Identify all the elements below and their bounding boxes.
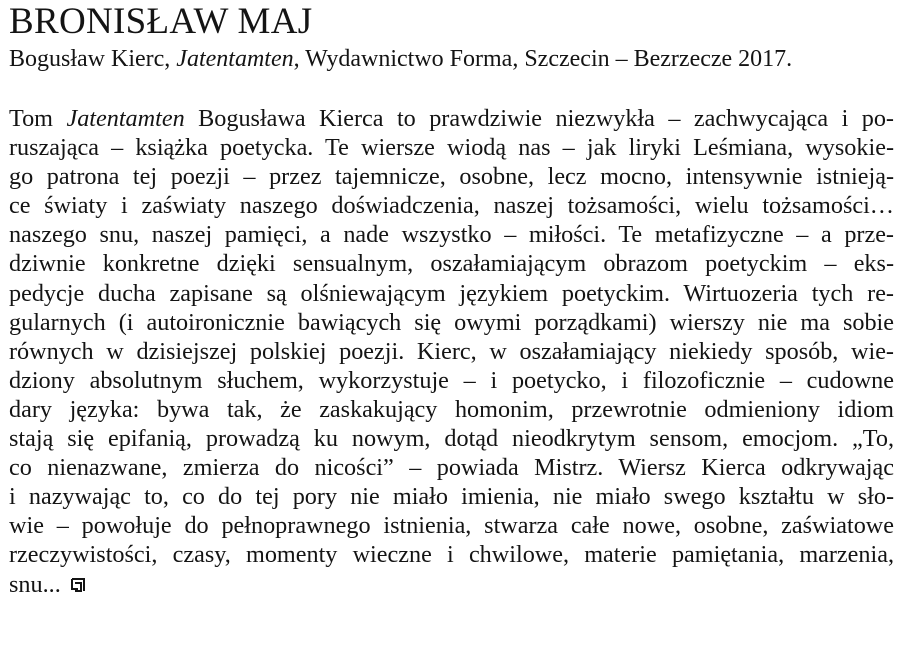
review-body: [9, 104, 894, 599]
body-line: [9, 191, 894, 220]
body-line: [9, 308, 894, 337]
body-line-text: ce światy i zaświaty naszego doświadczenia, naszej tożsamości, wielu tożsamości…: [9, 192, 894, 220]
citation-prefix: Bogusław Kierc,: [9, 46, 177, 72]
body-line: [9, 570, 894, 599]
end-of-article-logo-icon: [69, 576, 87, 594]
body-line-text: pedycje ducha zapisane są olśniewającym językiem poetyckim. Wirtuozeria tych re-: [9, 279, 894, 307]
body-line-italic: Jatentamten: [66, 105, 185, 132]
author-heading: BRONISŁAW MAJ: [9, 1, 313, 42]
body-line-text: stają się epifanią, prowadzą ku nowym, dotąd nieodkrytym sensom, emocjom. „To,: [9, 425, 894, 453]
body-line: [9, 162, 894, 191]
body-line-text: wie – powołuje do pełnoprawnego istnienia, stwarza całe nowe, osobne, zaświatowe: [9, 512, 894, 540]
body-line: [9, 395, 894, 424]
body-line: [9, 279, 894, 308]
body-line-text: dziwnie konkretne dzięki sensualnym, oszałamiającym obrazom poetyckim – eks-: [9, 250, 894, 278]
body-line: [9, 424, 894, 453]
body-line-text: naszego snu, naszej pamięci, a nade wszystko – miłości. Te metafizyczne – a prze-: [9, 221, 894, 249]
body-line-text: gularnych (i autoironicznie bawiących się owymi porządkami) wierszy nie ma sobie: [9, 308, 894, 336]
body-line-text: Tom: [9, 105, 67, 132]
body-line-text: i nazywając to, co do tej pory nie miało imienia, nie miało swego kształtu w sło-: [9, 483, 894, 511]
citation-book-title: Jatentamten: [176, 46, 294, 72]
body-line: [9, 249, 894, 278]
body-line: [9, 482, 894, 511]
body-line-text: rzeczywistości, czasy, momenty wieczne i chwilowe, materie pamiętania, marzenia,: [9, 541, 894, 569]
body-line-text: snu...: [9, 570, 61, 598]
body-line-text: Bogusława Kierca to prawdziwie niezwykła – zachwycająca i po-: [184, 105, 894, 132]
body-line-text: dziony absolutnym słuchem, wykorzystuje – i poetycko, i filozoficznie – cudowne: [9, 366, 894, 394]
body-line-text: co nienazwane, zmierza do nicości” – powiada Mistrz. Wiersz Kierca odkrywając: [9, 454, 894, 482]
body-line: [9, 220, 894, 249]
body-line-text: dary języka: bywa tak, że zaskakujący homonim, przewrotnie odmieniony idiom: [9, 395, 894, 423]
body-line: [9, 511, 894, 540]
body-line: [9, 337, 894, 366]
body-line-text: równych w dzisiejszej polskiej poezji. Kierc, w oszałamiający niekiedy sposób, wie-: [9, 337, 894, 365]
body-line-text: ruszająca – książka poetycka. Te wiersze wiodą nas – jak liryki Leśmiana, wysokie-: [9, 134, 894, 162]
body-line: [9, 104, 894, 133]
body-line: [9, 366, 894, 395]
citation-suffix: , Wydawnictwo Forma, Szczecin – Bezrzecze 2017.: [293, 46, 793, 72]
book-citation: [9, 44, 894, 74]
review-page: [9, 0, 894, 599]
body-line: [9, 133, 894, 162]
body-line: [9, 540, 894, 569]
body-line-text: go patrona tej poezji – przez tajemnicze, osobne, lecz mocno, intensywnie istnieją-: [9, 163, 894, 191]
body-line: [9, 453, 894, 482]
